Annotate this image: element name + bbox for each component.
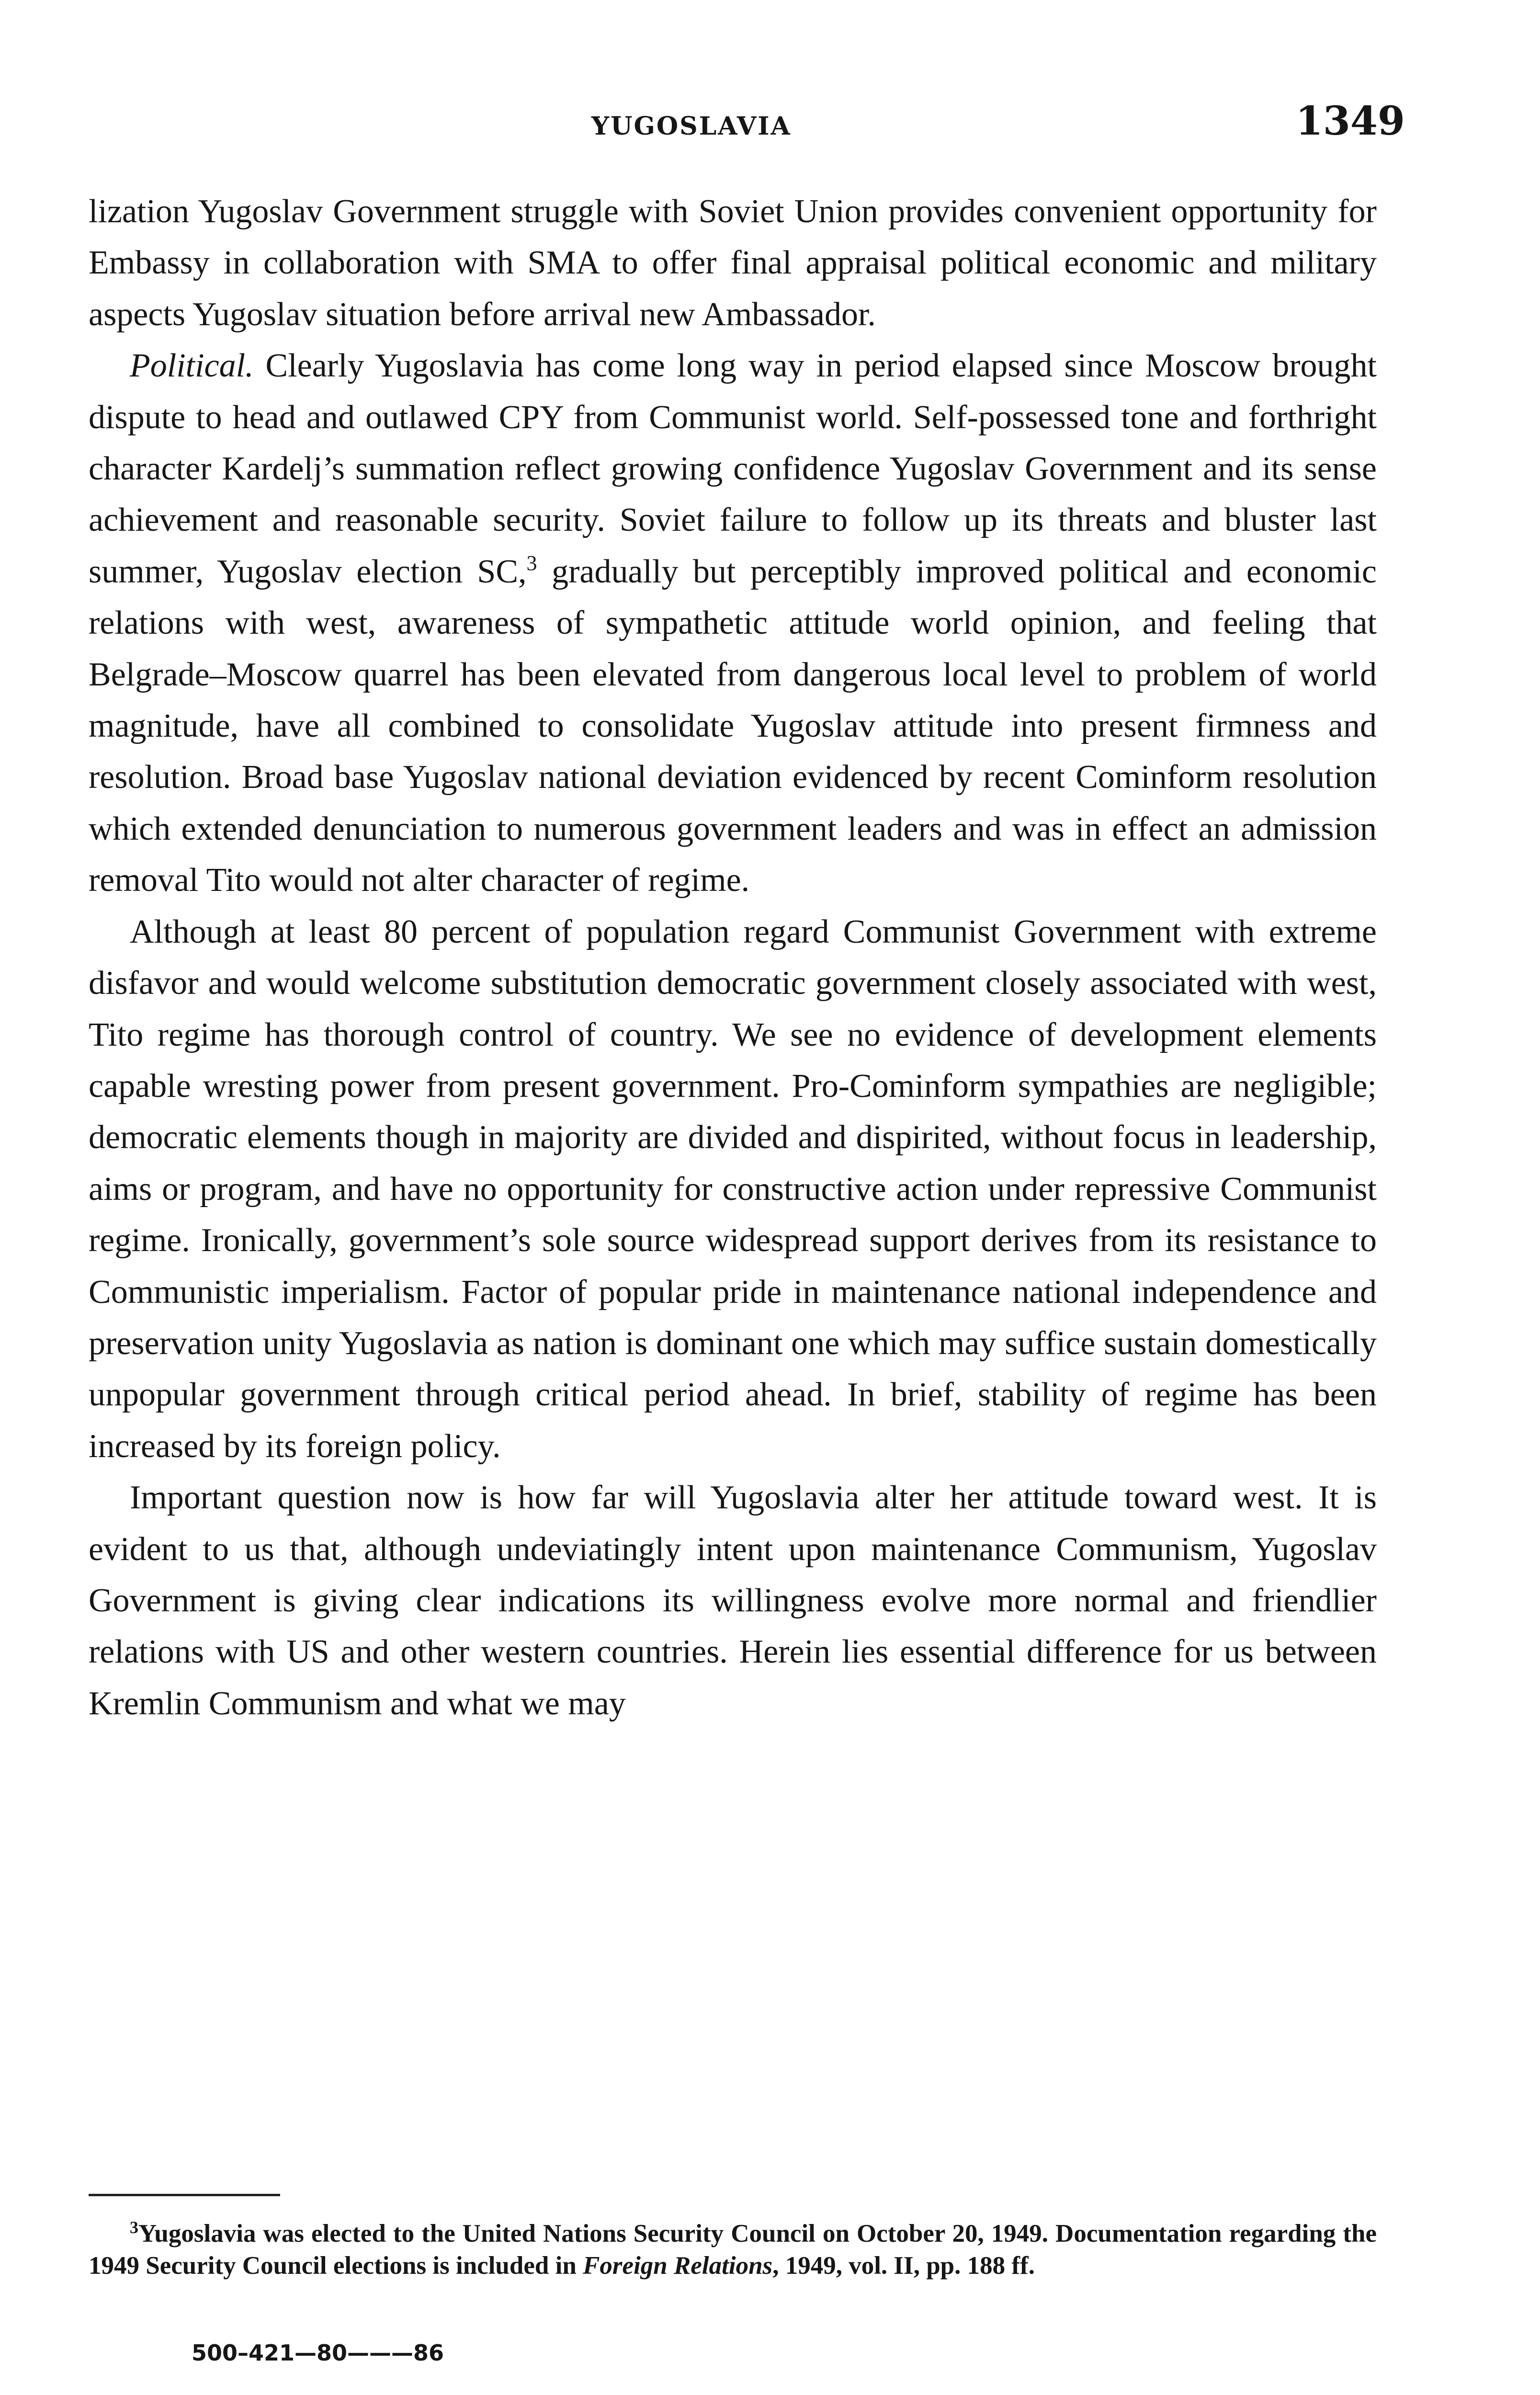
- footnote-text-b: , 1949, vol.: [772, 2252, 894, 2280]
- running-head: YUGOSLAVIA: [591, 112, 792, 141]
- footnote-reference: 3: [526, 551, 537, 575]
- paragraph-2-text-b: gradually but perceptibly improved political and economic relations with west, awareness of sympathetic attitude world opinion, and feeling that Belgrade–Moscow quarrel has been elevated from dangerous local level to problem of world magnitude, have all combined to consolidate Yugoslav attitude into present firmness and resolution. Broad base Yugoslav national deviation evidenced by recent Cominform resolution which extended denunciation to numerous government leaders and was in effect an admission removal Tito would not alter character of regime.: [89, 553, 1377, 899]
- paragraph-2-text-a: Clearly Yugoslavia has come long way in period elapsed since Moscow brought dispute to head and outlawed CPY from Communist world. Self-possessed tone and forthright character Kardelj’s summation reflect growing confidence Yugoslav Government and its sense achievement and reasonable security. Soviet failure to follow up its threats and bluster last summer, Yugoslav election SC,: [89, 347, 1377, 590]
- paragraph-1: lization Yugoslav Government struggle with Soviet Union provides convenient opportunity for Embassy in collaboration with SMA to offer final appraisal political economic and military aspects Yugoslav situation before arrival new Ambassador.: [89, 193, 1377, 333]
- body-text: [89, 186, 1377, 1729]
- page-header: [0, 98, 1540, 151]
- paragraph-4: Important question now is how far will Yugoslavia alter her attitude toward west. It is evident to us that, although undeviatingly intent upon maintenance Communism, Yugoslav Government is giving clear indications its willingness evolve more normal and friendlier relations with US and other western countries. Herein lies essential difference for us between Kremlin Communism and what we may: [89, 1479, 1377, 1722]
- footnote-source-title: Foreign Relations: [583, 2252, 773, 2280]
- footnote-text-c: , pp. 188 ff.: [913, 2252, 1035, 2280]
- section-label-political: Political.: [130, 347, 254, 385]
- footnote: [89, 2218, 1377, 2282]
- footnote-divider: [89, 2194, 280, 2196]
- printer-mark: 500–421—80———86: [192, 2340, 444, 2366]
- footnote-volume: II: [894, 2252, 914, 2280]
- paragraph-2: [89, 340, 1377, 906]
- paragraph-3: Although at least 80 percent of population regard Communist Government with extreme disfavor and would welcome substitution democratic government closely associated with west, Tito regime has thorough control of country. We see no evidence of development elements capable wresting power from present government. Pro-Cominform sympathies are negligible; democratic elements though in majority are divided and dispirited, without focus in leadership, aims or program, and have no opportunity for constructive action under repressive Communist regime. Ironically, government’s sole source widespread support derives from its resistance to Communistic imperialism. Factor of popular pride in maintenance national independence and preservation unity Yugoslavia as nation is dominant one which may suffice sustain domestically unpopular government through critical period ahead. In brief, stability of regime has been increased by its foreign policy.: [89, 913, 1377, 1465]
- footnote-text-a: Yugoslavia was elected to the United Nations Security Council on October 20, 1949. Documentation regarding the 1949 Security Council elections is included in: [89, 2220, 1377, 2280]
- footnote-marker: 3: [130, 2218, 138, 2237]
- page-number: 1349: [1295, 98, 1405, 144]
